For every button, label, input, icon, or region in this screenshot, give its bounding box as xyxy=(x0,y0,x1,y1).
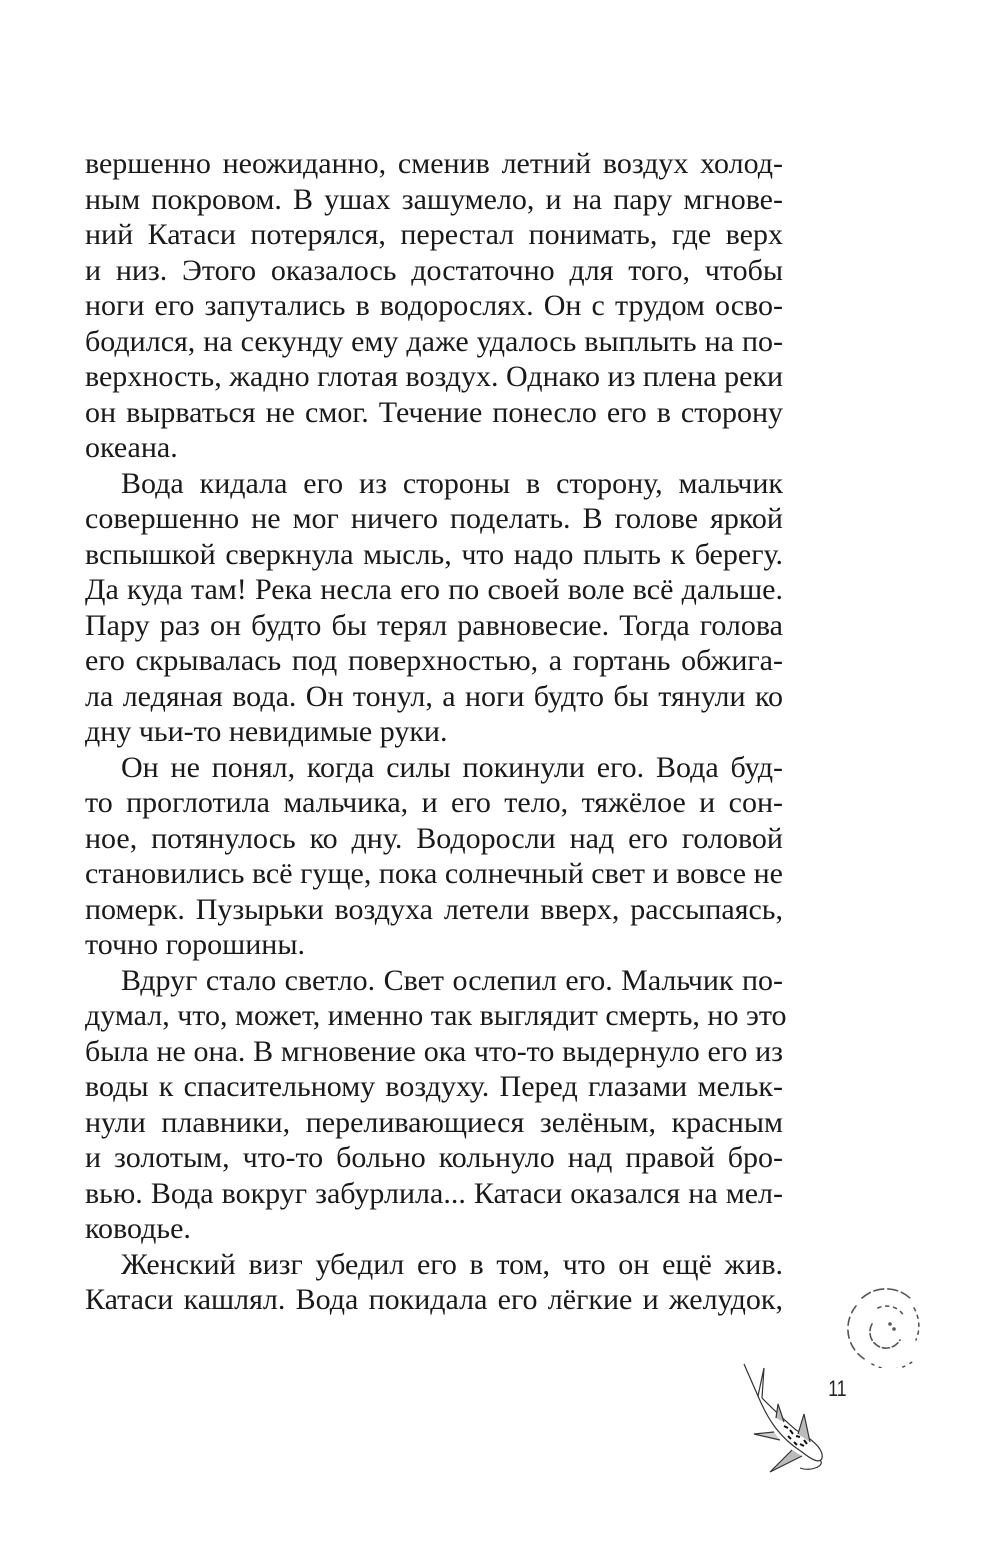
page-number: 11 xyxy=(828,1376,847,1401)
text-line: бодился, на секунду ему даже удалось выплыть на по- xyxy=(85,324,783,358)
text-line: вершенно неожиданно, сменив летний воздух холод- xyxy=(85,147,783,180)
text-line: и низ. Этого оказалось достаточно для того, чтобы xyxy=(85,253,783,287)
text-line: то проглотила мальчика, и его тело, тяжёлое и сон- xyxy=(85,786,783,819)
text-line: воды к спасительному воздуху. Перед глазами мельк- xyxy=(85,1070,783,1103)
text-line: вью. Вода вокруг забурлила... Катаси оказался на мел- xyxy=(85,1176,783,1210)
text-line: ководье. xyxy=(85,1212,191,1245)
text-line: совершенно не мог ничего поделать. В голове яркой xyxy=(85,502,783,535)
text-line: ла ледяная вода. Он тонул, а ноги будто бы тянули ко xyxy=(85,679,783,713)
text-line: океана. xyxy=(85,431,178,464)
text-line: вспышкой сверкнула мысль, что надо плыть к берегу. xyxy=(85,537,783,571)
text-line: дну чьи-то невидимые руки. xyxy=(85,715,448,748)
text-line: точно горошины. xyxy=(85,928,306,961)
text-line: Да куда там! Река несла его по своей воле всё дальше. xyxy=(85,573,783,606)
koi-fish-illustration xyxy=(740,1360,840,1478)
text-line: его скрывалась под поверхностью, а гортань обжига- xyxy=(85,644,783,677)
text-line: думал, что, может, именно так выглядит смерть, но это xyxy=(85,999,787,1032)
text-line: Он не понял, когда силы покинули его. Вода буд- xyxy=(121,750,783,784)
text-line: он вырваться не смог. Течение понесло его в сторону xyxy=(85,395,783,429)
body-text xyxy=(85,146,787,1318)
text-line: верхность, жадно глотая воздух. Однако из плена реки xyxy=(85,360,784,393)
text-line: и золотым, что-то больно кольнуло над правой бро- xyxy=(85,1141,783,1174)
text-line: становились всё гуще, пока солнечный свет и вовсе не xyxy=(85,857,783,890)
text-line: была не она. В мгновение ока что-то выдернуло его из xyxy=(85,1034,783,1068)
text-line: Вдруг стало светло. Свет ослепил его. Мальчик по- xyxy=(121,963,783,997)
text-line: Пару раз он будто бы терял равновесие. Тогда голова xyxy=(85,608,783,642)
water-ripple-icon xyxy=(842,1284,926,1368)
text-line: ное, потянулось ко дну. Водоросли над его головой xyxy=(85,821,783,855)
text-line: ноги его запутались в водорослях. Он с трудом осво- xyxy=(85,289,783,322)
text-line: нули плавники, переливающиеся зелёным, красным xyxy=(85,1105,783,1139)
text-line: Катаси кашлял. Вода покидала его лёгкие и желудок, xyxy=(85,1283,783,1316)
text-line: Женский визг убедил его в том, что он ещё жив. xyxy=(121,1247,783,1281)
text-line: померк. Пузырьки воздуха летели вверх, рассыпаясь, xyxy=(85,892,783,926)
text-line: ний Катаси потерялся, перестал понимать, где верх xyxy=(85,218,783,251)
text-line: Вода кидала его из стороны в сторону, мальчик xyxy=(121,466,783,500)
text-line: ным покровом. В ушах зашумело, и на пару мгнове- xyxy=(85,182,783,216)
